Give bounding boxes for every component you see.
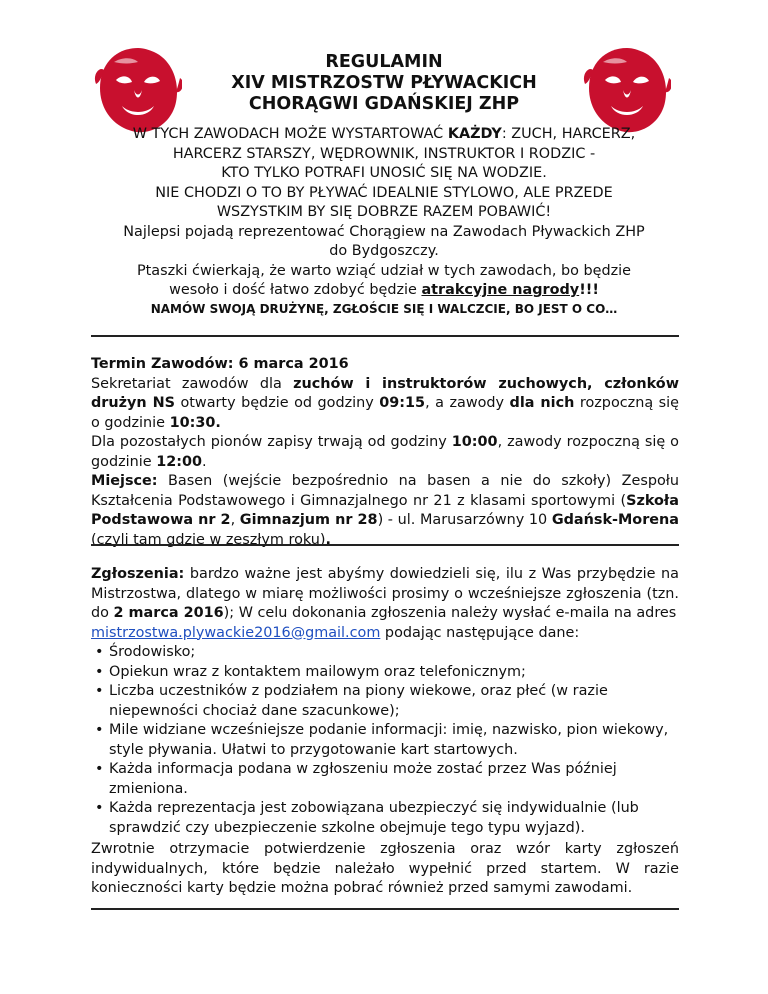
divider	[91, 544, 679, 546]
intro-text: W TYCH ZAWODACH MOŻE WYSTARTOWAĆ	[132, 126, 448, 142]
list-item: • Środowisko;	[109, 643, 679, 663]
intro-line: do Bydgoszczy.	[329, 243, 439, 259]
intro-text: : ZUCH, HARCERZ,	[501, 126, 636, 142]
intro-block	[60, 125, 708, 301]
zgloszenia-heading: Zgłoszenia:	[91, 566, 185, 582]
list-item: • Każda informacja podana w zgłoszeniu może zostać przez Was później zmieniona.	[109, 760, 679, 799]
email-link[interactable]: mistrzostwa.plywackie2016@gmail.com	[91, 624, 381, 641]
title-line: XIV MISTRZOSTW PŁYWACKICH	[231, 73, 537, 93]
termin-location: Miejsce: Basen (wejście bezpośrednio na basen a nie do szkoły) Zespołu Kształcenia Podstawowego i Gimnazjalnego nr 21 z klasami sportowymi (Szkoła Podstawowa nr 2, Gimnazjum nr 28) - ul. Marusarzówny 10 Gdańsk-Morena (czyli tam gdzie w zeszłym roku).	[91, 473, 680, 548]
document-title	[0, 52, 768, 115]
prize-emphasis: atrakcyjne nagrody	[421, 282, 580, 298]
slogan: NAMÓW SWOJĄ DRUŻYNĘ, ZGŁOŚCIE SIĘ I WALCZCIE, BO JEST O CO…	[150, 302, 618, 316]
intro-line: KTO TYLKO POTRAFI UNOSIĆ SIĘ NA WODZIE.	[221, 165, 547, 181]
list-item: • Mile widziane wcześniejsze podanie informacji: imię, nazwisko, pion wiekowy, style pływania. Ułatwi to przygotowanie kart startowych.	[109, 721, 679, 760]
intro-line: Ptaszki ćwierkają, że warto wziąć udział w tych zawodach, bo będzie	[136, 262, 632, 279]
intro-line: WSZYSTKIM BY SIĘ DOBRZE RAZEM POBAWIĆ!	[216, 204, 552, 220]
termin-section	[91, 355, 679, 550]
zwrotnie-section	[91, 840, 679, 899]
intro-text: wesoło i dość łatwo zdobyć będzie	[169, 282, 422, 298]
zgloszenia-section	[91, 565, 679, 838]
title-line: REGULAMIN	[325, 52, 443, 72]
zwrotnie-text: Zwrotnie otrzymacie potwierdzenie zgłoszenia oraz wzór karty zgłoszeń indywidualnych, które będzie należało wypełnić przed startem. W razie konieczności karty będzie można pobrać również przed samymi zawodami.	[91, 841, 679, 896]
list-item: • Liczba uczestników z podziałem na piony wiekowe, oraz płeć (w razie niepewności chociaż dane szacunkowe);	[109, 682, 679, 721]
intro-line: HARCERZ STARSZY, WĘDROWNIK, INSTRUKTOR I RODZIC -	[172, 145, 596, 162]
intro-emphasis: KAŻDY	[447, 126, 502, 142]
intro-line	[60, 281, 708, 301]
list-item: • Opiekun wraz z kontaktem mailowym oraz telefonicznym;	[109, 663, 679, 683]
intro-line: NIE CHODZI O TO BY PŁYWAĆ IDEALNIE STYLOWO, ALE PRZEDE	[155, 184, 613, 201]
termin-schedule-zuchy: Sekretariat zawodów dla zuchów i instruktorów zuchowych, członków drużyn NS otwarty będzie od godziny 09:15, a zawody dla nich rozpoczną się o godzinie 10:30.	[91, 375, 679, 431]
zgloszenia-email-line: mistrzostwa.plywackie2016@gmail.com podając następujące dane:	[91, 624, 580, 641]
divider	[91, 908, 679, 910]
title-line: CHORĄGWI GDAŃSKIEJ ZHP	[248, 94, 520, 114]
intro-line	[60, 125, 708, 145]
requirements-list	[91, 643, 679, 838]
list-item: • Każda reprezentacja jest zobowiązana ubezpieczyć się indywidualnie (lub sprawdzić czy ubezpieczenie szkolne obejmuje tego typu wyjazd).	[109, 799, 679, 838]
intro-line: Najlepsi pojadą reprezentować Chorągiew na Zawodach Pływackich ZHP	[123, 223, 645, 240]
termin-heading: Termin Zawodów: 6 marca 2016	[91, 356, 349, 372]
divider	[91, 335, 679, 337]
zgloszenia-intro: Zgłoszenia: bardzo ważne jest abyśmy dowiedzieli się, ilu z Was przybędzie na Mistrzostwa, dlatego w miarę możliwości prosimy o wcześniejsze zgłoszenia (tzn. do 2 marca 2016); W celu dokonania zgłoszenia należy wysłać e-maila na adres	[91, 566, 679, 621]
termin-schedule-others: Dla pozostałych pionów zapisy trwają od godziny 10:00, zawody rozpoczną się o godzinie 12:00.	[91, 434, 679, 470]
intro-emphasis: !!!	[579, 282, 599, 298]
